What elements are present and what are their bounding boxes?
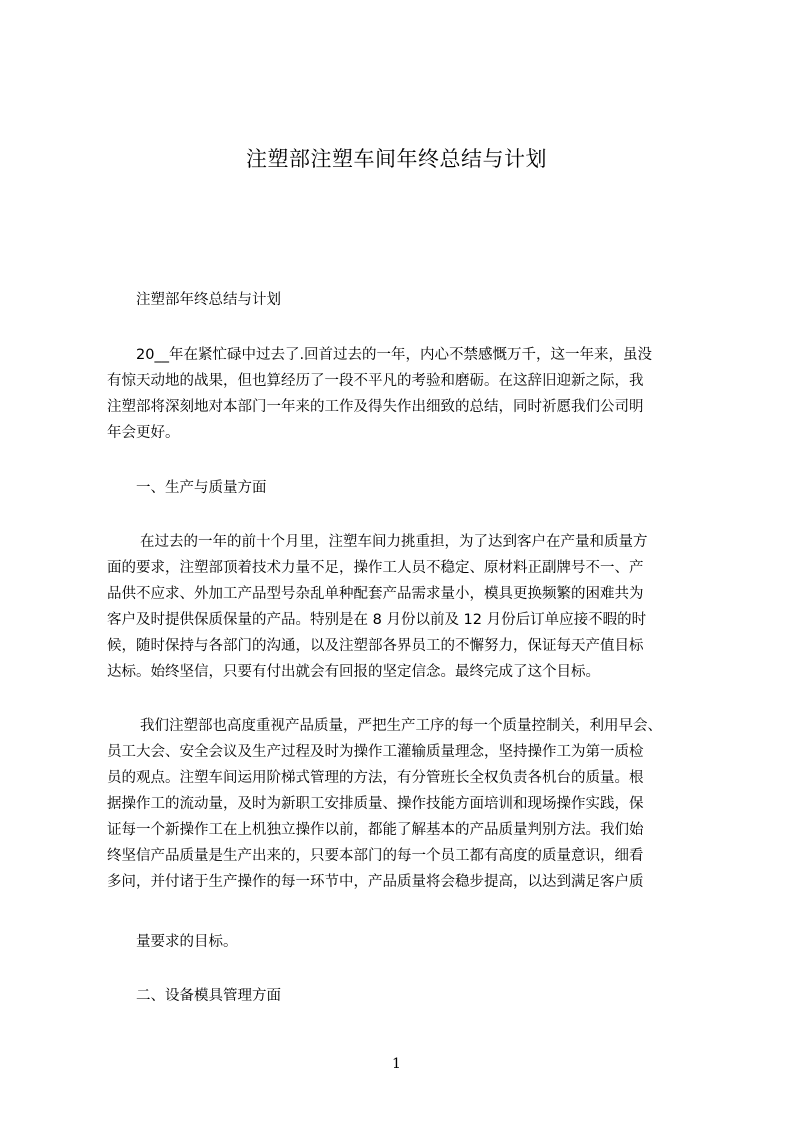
paragraph-line: 客户及时提供保质保量的产品。特别是在 8 月份以前及 12 月份后订单应接不暇的时 xyxy=(107,612,647,628)
paragraph-line: 达标。始终坚信，只要有付出就会有回报的坚定信念。最终完成了这个目标。 xyxy=(107,664,600,680)
paragraph-line: 我们注塑部也高度重视产品质量，严把生产工序的每一个质量控制关，利用早会、 xyxy=(140,718,662,734)
paragraph-line: 据操作工的流动量，及时为新职工安排质量、操作技能方面培训和现场操作实践，保 xyxy=(107,796,644,812)
section-heading: 一、生产与质量方面 xyxy=(136,480,267,496)
document-title: 注塑部注塑车间年终总结与计划 xyxy=(246,147,547,171)
paragraph-line: 面的要求，注塑部顶着技术力量不足，操作工人员不稳定、原材料正副牌号不一、产 xyxy=(107,560,644,576)
paragraph-line: 多问，并付诸于生产操作的每一环节中，产品质量将会稳步提高，以达到满足客户质 xyxy=(107,874,644,890)
intro-line: 年会更好。 xyxy=(107,425,180,441)
section-heading: 二、设备模具管理方面 xyxy=(136,988,281,1004)
paragraph-line: 员工大会、安全会议及生产过程及时为操作工灌输质量理念，坚持操作工为第一质检 xyxy=(107,744,644,760)
intro-line: 20__年在紧忙碌中过去了.回首过去的一年，内心不禁感慨万千，这一年来，虽没 xyxy=(136,347,653,363)
paragraph-line: 在过去的一年的前十个月里，注塑车间力挑重担，为了达到客户在产量和质量方 xyxy=(140,534,648,550)
page-number: 1 xyxy=(392,1056,401,1072)
paragraph-line: 终坚信产品质量是生产出来的，只要本部门的每一个员工都有高度的质量意识，细看 xyxy=(107,848,644,864)
paragraph-line: 员的观点。注塑车间运用阶梯式管理的方法，有分管班长全权负责各机台的质量。根 xyxy=(107,770,644,786)
intro-line: 有惊天动地的战果，但也算经历了一段不平凡的考验和磨砺。在这辞旧迎新之际，我 xyxy=(107,373,644,389)
paragraph-line: 候，随时保持与各部门的沟通，以及注塑部各界员工的不懈努力，保证每天产值目标 xyxy=(107,638,644,654)
paragraph-line: 量要求的目标。 xyxy=(136,934,238,950)
document-subtitle: 注塑部年终总结与计划 xyxy=(136,292,281,308)
paragraph-line: 品供不应求、外加工产品型号杂乱单种配套产品需求量小，模具更换频繁的困难共为 xyxy=(107,586,644,602)
paragraph-line: 证每一个新操作工在上机独立操作以前，都能了解基本的产品质量判别方法。我们始 xyxy=(107,822,644,838)
intro-line: 注塑部将深刻地对本部门一年来的工作及得失作出细致的总结，同时祈愿我们公司明 xyxy=(107,399,644,415)
